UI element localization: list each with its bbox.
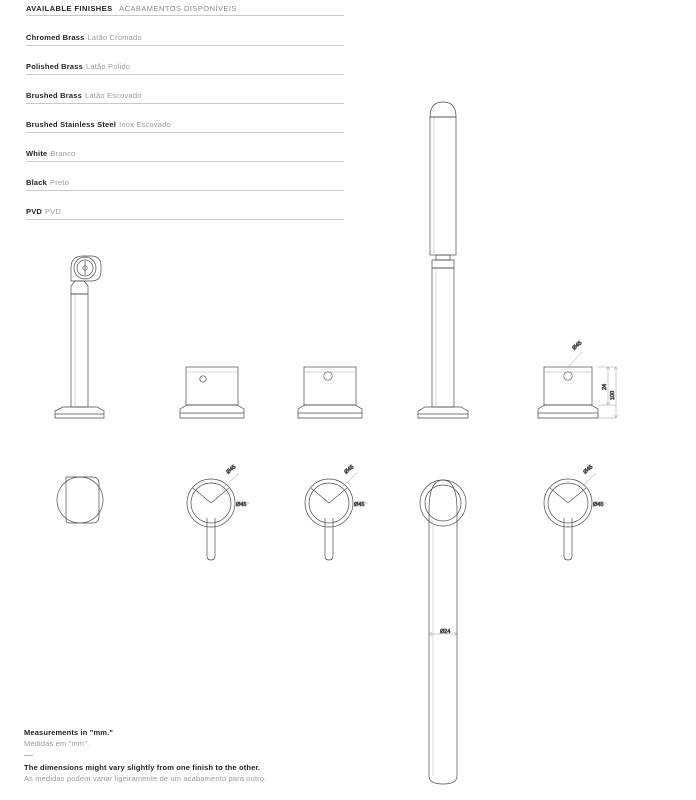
measurements-note-en: Measurements in "mm." [24, 728, 114, 737]
list-item [26, 191, 344, 220]
dim-handle-plan-dia-2: Ø45 [354, 502, 365, 508]
handle-elevation-b [298, 367, 362, 418]
finish-label-pt: Preto [50, 178, 69, 187]
dim-handle-plan-dia-1: Ø45 [236, 502, 247, 508]
dim-handle-plan-small-2: Ø45 [343, 464, 356, 476]
dim-handle-plan-small-3: Ø45 [582, 464, 595, 476]
finish-label-pt: Branco [50, 149, 76, 158]
dim-handle-plan-dia-3: Ø45 [593, 502, 604, 508]
finish-label-en: Brushed Stainless Steel [26, 120, 117, 129]
list-item [26, 162, 344, 191]
handle-plan-b [305, 479, 353, 560]
list-item [26, 75, 344, 104]
finish-label-en: Chromed Brass [26, 33, 85, 42]
list-item [26, 104, 344, 133]
list-item [26, 17, 344, 46]
handle-elevation-dimensioned [538, 367, 598, 418]
dim-spout-dia: Ø24 [440, 629, 451, 635]
finish-label-pt: Inox Escovado [119, 120, 171, 129]
handle-plan-c [544, 479, 592, 560]
list-item [26, 46, 344, 75]
finish-label-pt: Latão Cromado [87, 33, 142, 42]
list-item [26, 133, 344, 162]
finishes-list [26, 17, 344, 220]
available-finishes-title-pt: ACABAMENTOS DISPONÍVEIS [119, 4, 237, 13]
variation-note-pt: As medidas podem variar ligeiramente de um acabamento para outro. [24, 774, 267, 783]
available-finishes-title-en: AVAILABLE FINISHES [26, 4, 113, 13]
dimension-lines-spout [429, 632, 457, 636]
footer-divider [24, 755, 33, 756]
finish-label-en: PVD [26, 207, 43, 216]
dimension-lines-handle-plan-b [340, 473, 368, 503]
dim-handle-top-dia: Ø45 [571, 340, 584, 352]
dimension-lines-handle-plan-c [579, 473, 607, 503]
dimension-lines-handle-plan-a [222, 473, 250, 503]
spout-elevation [418, 102, 468, 418]
finish-label-pt: Latão Polido [86, 62, 131, 71]
finish-label-en: White [26, 149, 48, 158]
handle-elevation-a [180, 367, 244, 418]
measurements-note-pt: Medidas em "mm". [24, 739, 90, 748]
available-finishes-header [26, 4, 237, 13]
dimension-lines-handle-c [568, 352, 618, 418]
footer-notes [24, 727, 444, 784]
finish-label-pt: PVD [45, 207, 62, 216]
variation-note-en: The dimensions might vary slightly from one finish to the other. [24, 763, 261, 772]
handle-plan-a [187, 479, 235, 560]
handshower-plan [57, 477, 103, 523]
dim-height-100: 100 [610, 390, 616, 400]
finish-label-en: Black [26, 178, 48, 187]
dim-height-24: 24 [602, 383, 608, 390]
header-divider [26, 15, 344, 16]
finish-label-pt: Latão Escovado [84, 91, 142, 100]
finish-label-en: Polished Brass [26, 62, 83, 71]
handshower-elevation [55, 256, 104, 418]
finish-label-en: Brushed Brass [26, 91, 82, 100]
dim-handle-plan-small-1: Ø45 [225, 464, 238, 476]
